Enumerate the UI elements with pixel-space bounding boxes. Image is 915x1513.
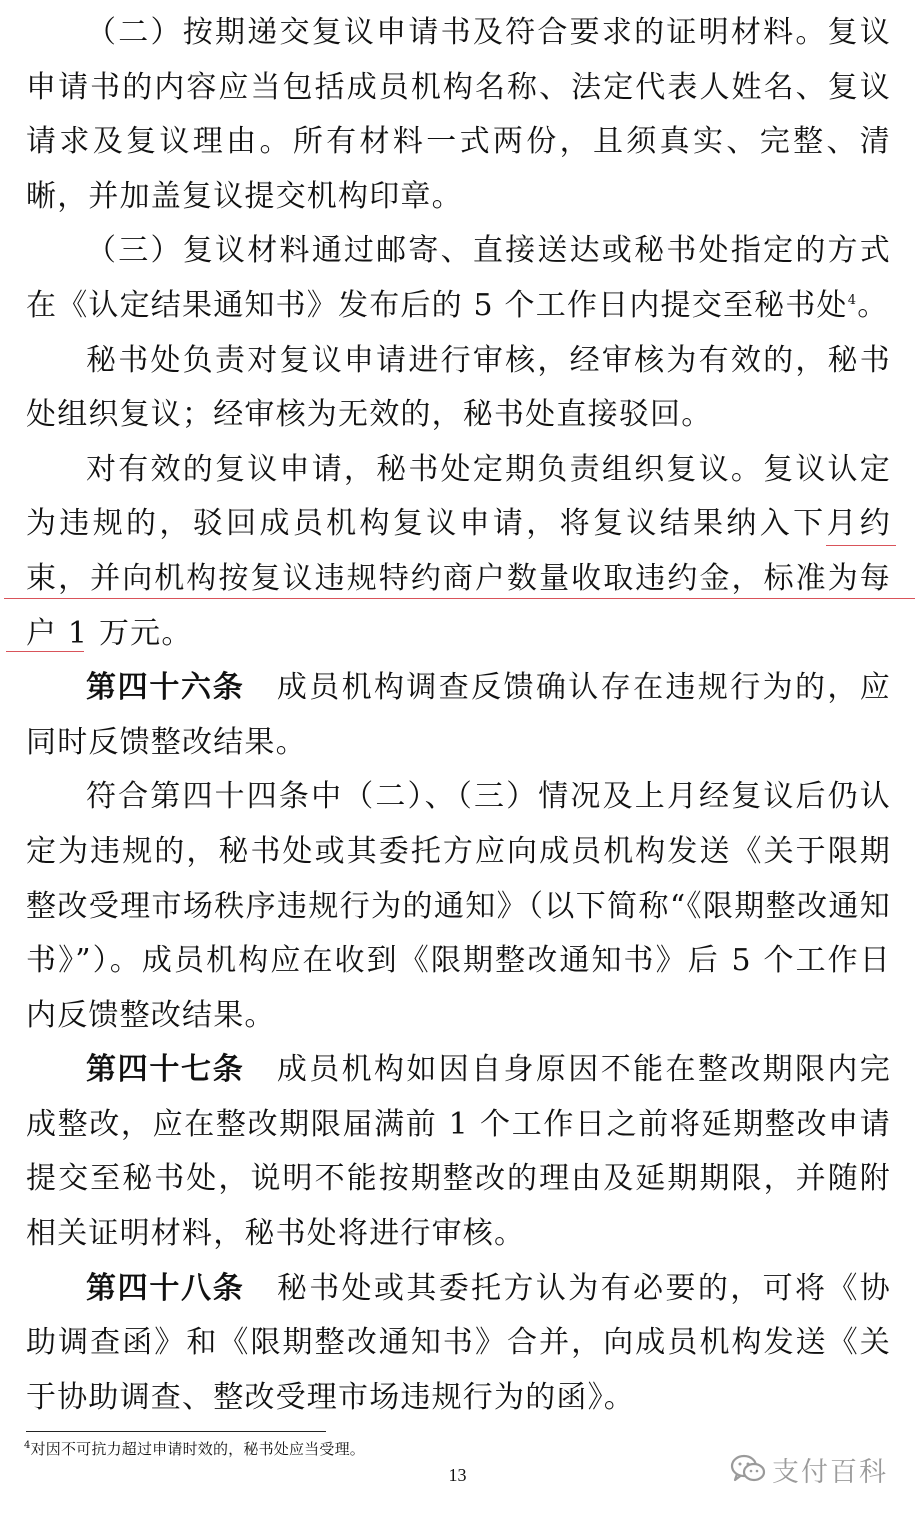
watermark [730,1447,888,1491]
annotation-underline [6,651,84,652]
paragraph-text: （二）按期递交复议申请书及符合要求的证明材料。复议申请书的内容应当包括成员机构名称、法定代表人姓名、复议请求及复议理由。所有材料一式两份，且须真实、完整、清晰，并加盖复议提交机构印章。 [26,15,891,214]
article-title: 第四十八条 [86,1270,245,1306]
page-number: 13 [448,1465,467,1485]
article-46 [26,661,891,770]
paragraph-review [26,334,891,443]
article-text: 秘书处或其委托方认为有必要的，可将《协助调查函》和《限期整改通知书》合并，向成员机构发送《关于协助调查、整改受理市场违规行为的函》。 [26,1270,891,1415]
paragraph-text: 秘书处负责对复议申请进行审核，经审核为有效的，秘书处组织复议；经审核为无效的，秘书处直接驳回。 [26,342,891,433]
footnote-number: 4 [24,1440,31,1451]
article-title: 第四十六条 [86,670,245,706]
footnote-ref: 4 [847,292,858,308]
article-text: 成员机构调查反馈确认存在违规行为的，应同时反馈整改结果。 [26,670,891,760]
wechat-icon [730,1454,766,1484]
paragraph-rectification-notice [26,770,891,1043]
body-text [26,6,891,1425]
annotation-underline [826,545,896,546]
footnote [24,1438,724,1460]
paragraph-penalty [26,443,891,661]
footnote-divider [26,1431,326,1432]
paragraph-text: 符合第四十四条中（二）、（三）情况及上月经复议后仍认定为违规的，秘书处或其委托方应向成员机构发送《关于限期整改受理市场秩序违规行为的通知》（以下简称“《限期整改通知书》”）。成员机构应在收到《限期整改通知书》后 5 个工作日内反馈整改结果。 [26,779,891,1033]
paragraph-text: （三）复议材料通过邮寄、直接送达或秘书处指定的方式在《认定结果通知书》发布后的 5 个工作日内提交至秘书处 [26,233,891,323]
article-47 [26,1043,891,1261]
article-48 [26,1262,891,1426]
footnote-text: 对因不可抗力超过申请时效的，秘书处应当受理。 [30,1440,365,1458]
paragraph-text-after: 。 [857,287,889,323]
paragraph-submission [26,224,891,333]
article-text: 成员机构如因自身原因不能在整改期限内完成整改，应在整改期限届满前 1 个工作日之前将延期整改申请提交至秘书处，说明不能按期整改的理由及延期期限，并随附相关证明材料，秘书处将进行审核。 [26,1052,891,1252]
annotation-underline [4,598,915,599]
article-title: 第四十七条 [86,1052,245,1088]
paragraph-text: 对有效的复议申请，秘书处定期负责组织复议。复议认定为违规的，驳回成员机构复议申请，将复议结果纳入下月约束，并向机构按复议违规特约商户数量收取违约金，标准为每户 1 万元。 [26,451,891,651]
watermark-text: 支付百科 [772,1456,888,1488]
paragraph-materials [26,6,891,224]
